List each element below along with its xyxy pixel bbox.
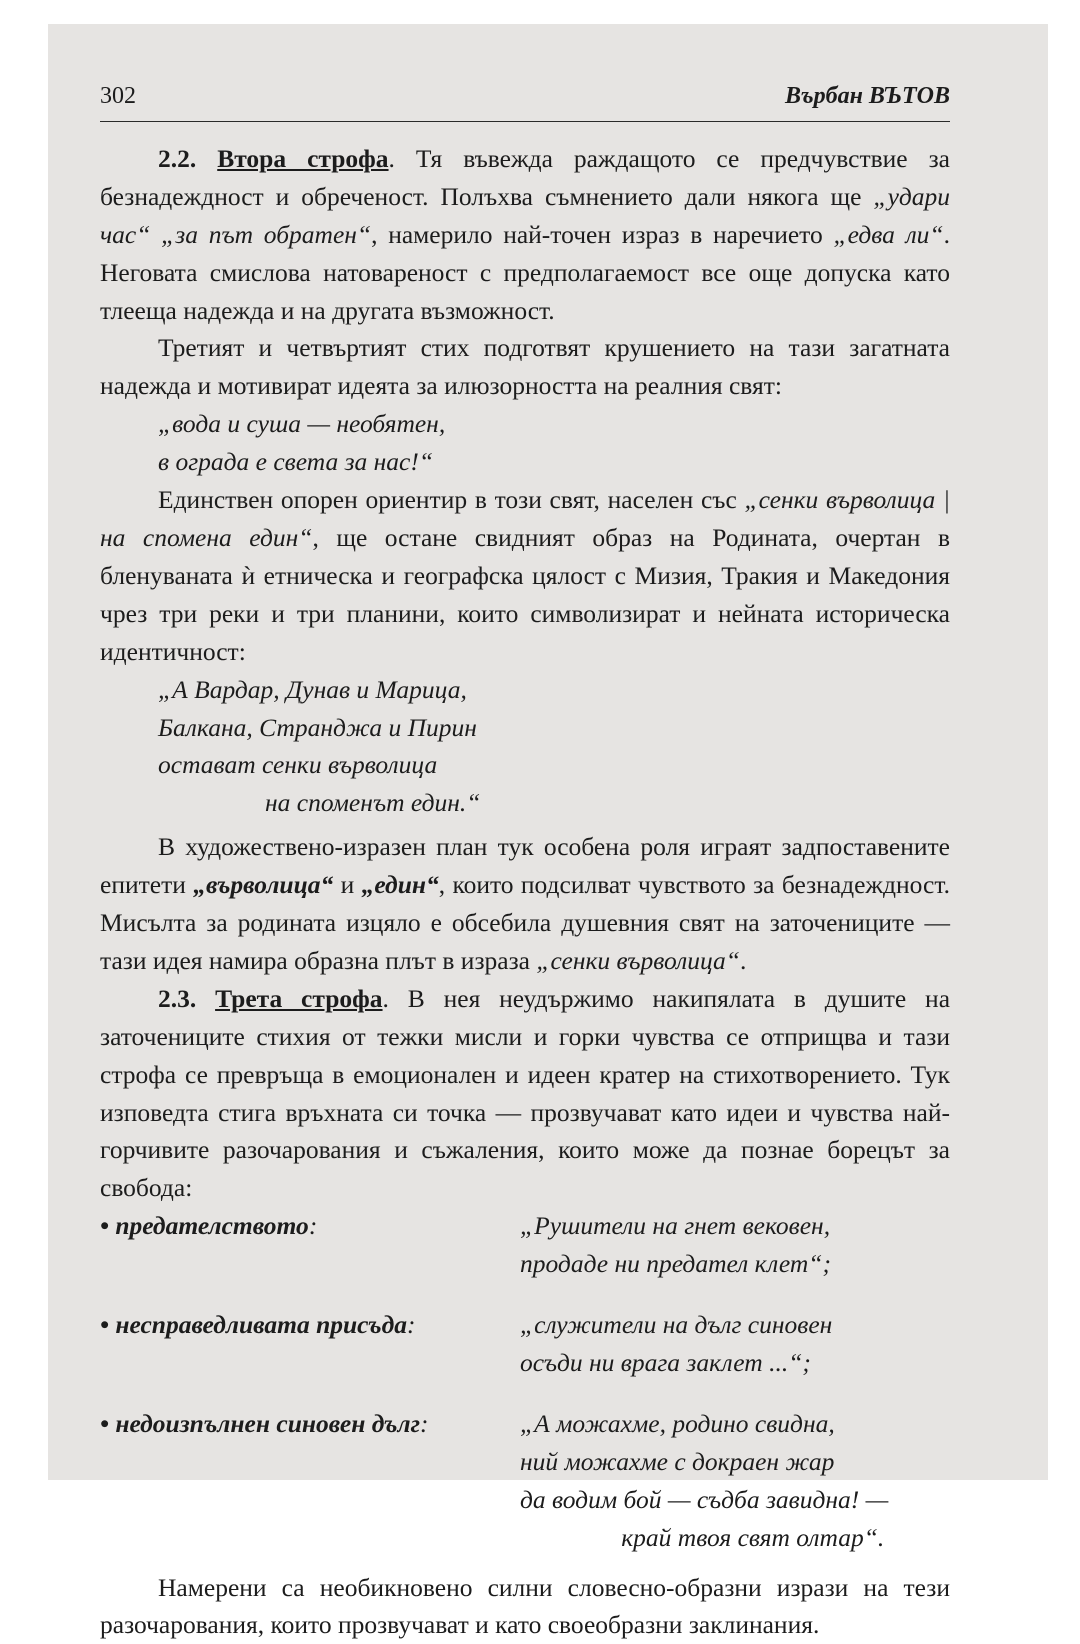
verse-line: в ограда е света за нас!“ <box>158 447 434 477</box>
bullet-icon: • <box>100 1310 109 1340</box>
bullet-quote: „Рушители на гнет вековен, продаде ни предател клет“; <box>520 1211 831 1279</box>
bullet-label: недоизпълнен синовен дълг <box>115 1408 420 1438</box>
section-number: 2.3. <box>158 983 197 1013</box>
section-2-2-paragraph: 2.2. Втора строфа. Тя въвежда раждащото се предчувствие за безнадеждност и обреченост. Полъхва съмнението дали някога ще „удари час“ „за път обратен“, намерило най-точен израз в наречието „едва ли“. Неговата смислова натовареност с предполагаемост все още допуска като тлееща надежда и на другата възможност. <box>100 143 950 325</box>
section-2-3-paragraph: 2.3. Трета строфа. В нея неудържимо накипялата в душите на заточениците стихия от тежки мисли и горки чувства се отприщва и тази строфа се превръща в емоционален и идеен кратер на стихотворението. Тук изповедта стига връхната си точка — прозвучават като идеи и чувства най-горчивите разочарования и съжаления, които може да познае борецът за свобода: <box>100 983 951 1203</box>
page-number: 302 <box>100 83 136 109</box>
bullet-icon: • <box>100 1408 109 1438</box>
paragraph-third-fourth-verse: Третият и четвъртият стих подготвят крушението на тази загатната надежда и мотивират идеята за илюзорността на реалния свят: <box>100 333 950 401</box>
bullet-label: предателството <box>115 1211 309 1241</box>
paragraph-epithets: В художествено-изразен план тук особена роля играят задпоставените епитети „върволица“ и „един“, които подсилват чувството за безнадеждност. Мисълта за родината изцяло е обсебила душевния свят на заточениците — тази идея намира образна плът в израза „сенки върволица“. <box>100 832 950 975</box>
paragraph-final: Намерени са необикновено силни словесно-образни изрази на тези разочарования, които прозвучават и като своеобразни заклинания. <box>100 1572 950 1640</box>
verse-line: „вода и суша — необятен, <box>158 409 446 439</box>
verse-line: на споменът един.“ <box>265 788 481 818</box>
verse-line: остават сенки върволица <box>158 750 438 780</box>
bullet-item: • недоизпълнен синовен дълг: „А можахме, родино свидна, ний можахме с докраен жар да водим бой — съдба завидна! — край твоя свят олтар“. <box>100 1405 950 1557</box>
bullet-quote: „служители на дълг синовен осъди ни врага заклет ...“; <box>520 1310 833 1377</box>
section-title: Трета строфа <box>215 983 383 1013</box>
verse-quote <box>100 671 950 823</box>
verse-line: „А Вардар, Дунав и Марица, <box>158 674 467 704</box>
verse-quote <box>100 405 950 481</box>
bullet-quote: „А можахме, родино свидна, ний можахме с докраен жар да водим бой — съдба завидна! — край твоя свят олтар“. <box>520 1408 889 1552</box>
section-title: Втора строфа <box>217 143 389 173</box>
bullet-icon: • <box>100 1211 109 1241</box>
paragraph-homeland: Единствен опорен ориентир в този свят, населен със „сенки върволица | на спомена един“, ще остане свидният образ на Родината, очертан в бленуваната ѝ етническа и географска цялост с Мизия, Тракия и Македония чрез три реки и три планини, които символизират и нейната историческа идентичност: <box>100 485 950 666</box>
running-header <box>100 78 950 122</box>
book-page <box>100 78 950 1644</box>
bullet-item: • предателството: „Рушители на гнет вековен, продаде ни предател клет“; <box>100 1207 950 1283</box>
section-number: 2.2. <box>158 143 197 173</box>
bullet-item: • несправедливата присъда: „служители на дълг синовен осъди ни врага заклет ...“; <box>100 1306 950 1382</box>
bullet-label: несправедливата присъда <box>115 1310 407 1340</box>
verse-line: Балкана, Странджа и Пирин <box>158 712 477 742</box>
running-author: Върбан ВЪТОВ <box>784 83 950 109</box>
